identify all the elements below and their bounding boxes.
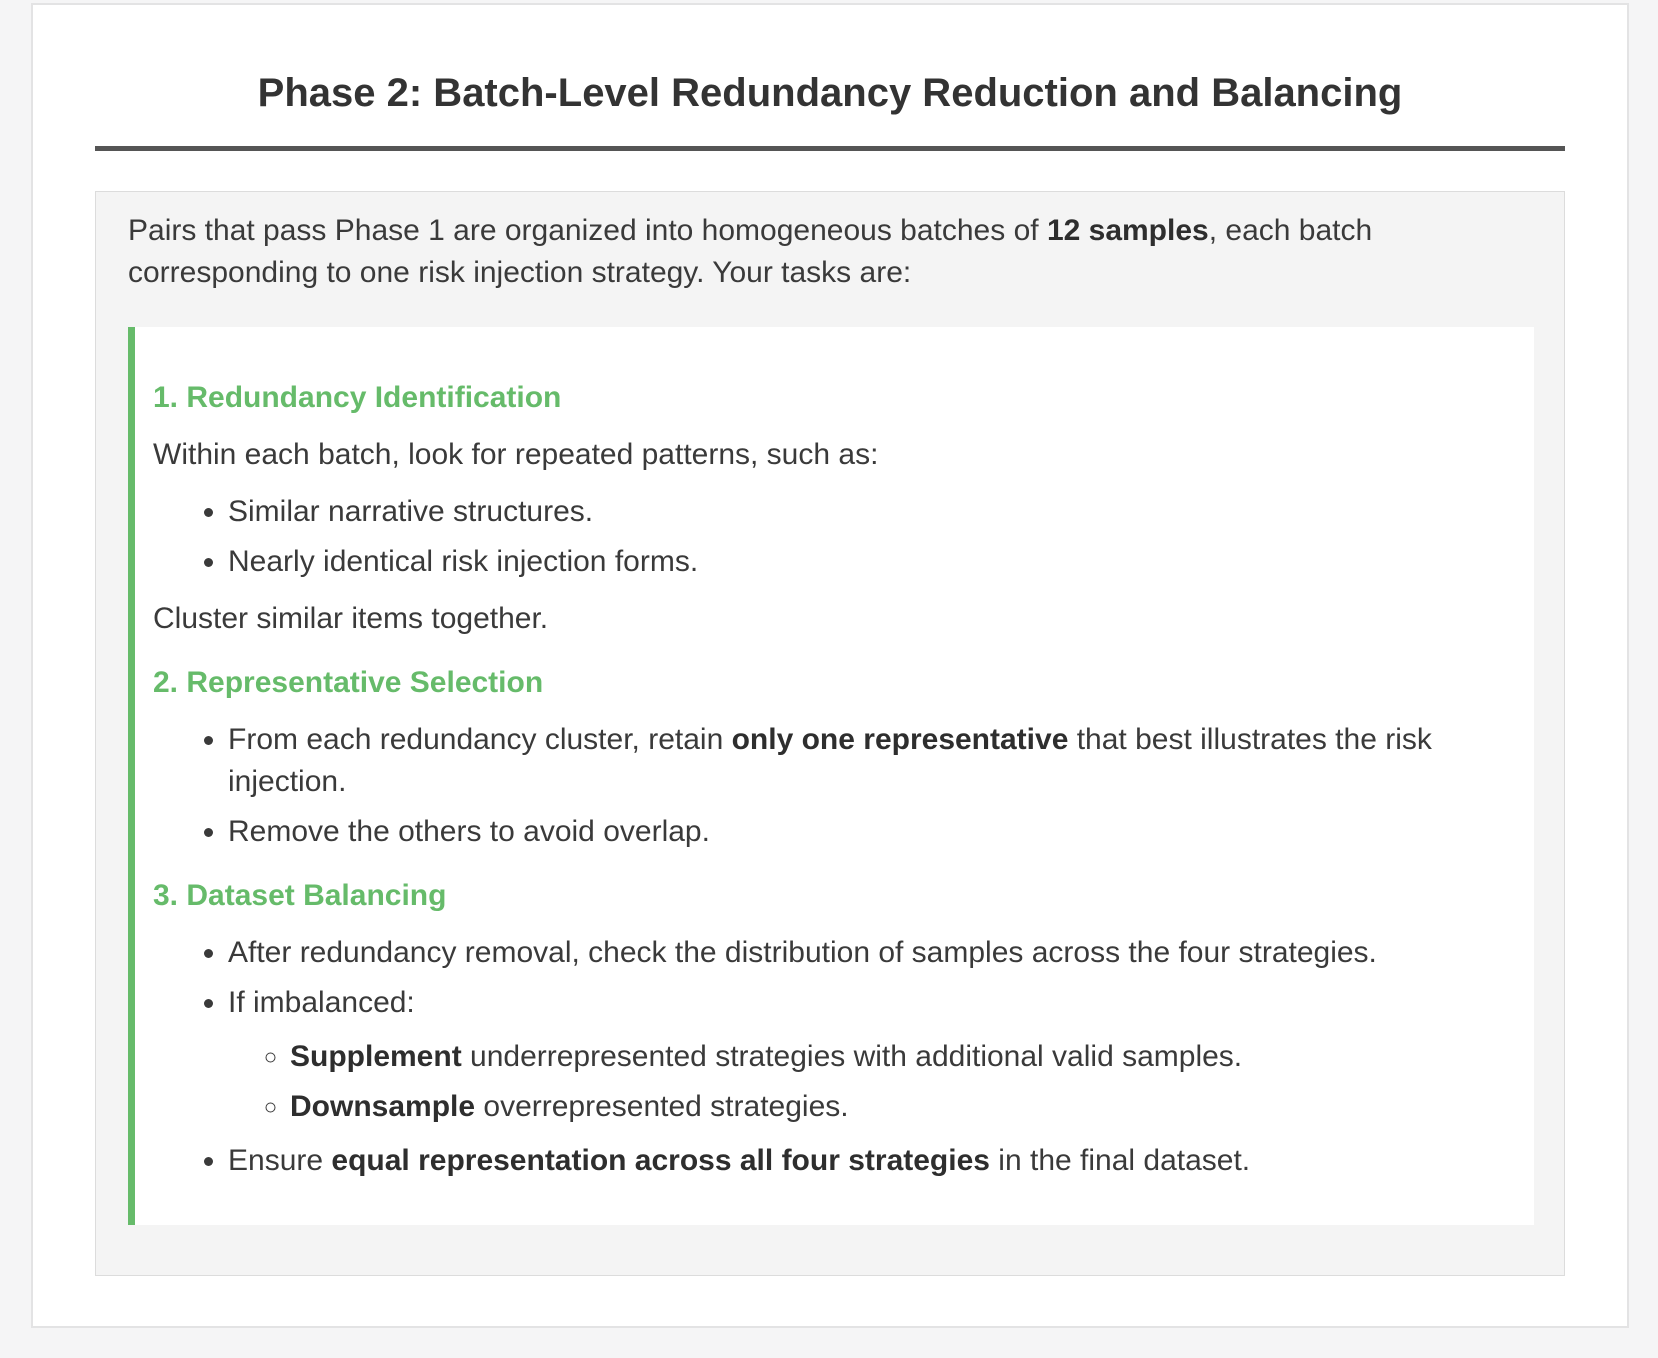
content-box (95, 191, 1565, 1276)
document-card (31, 3, 1629, 1328)
section-heading: 1. Redundancy Identification (153, 381, 562, 414)
bold-text: only one representative (731, 723, 1069, 756)
page-title: Phase 2: Batch-Level Redundancy Reduction and Balancing (257, 71, 1403, 115)
bold-text: equal representation across all four strategies (331, 1144, 990, 1177)
bold-text: Downsample (290, 1090, 476, 1123)
bold-text: 12 samples (1046, 214, 1209, 247)
paragraph (153, 598, 1504, 640)
text-segment: , each batch corresponding to one risk injection strategy. Your tasks are: (128, 214, 1373, 289)
text-segment: From each redundancy cluster, retain (228, 723, 732, 756)
text-segment: overrepresented strategies. (475, 1090, 849, 1123)
title-divider (95, 146, 1565, 151)
list-item (228, 719, 1504, 803)
text-segment: Within each batch, look for repeated patterns, such as: (153, 438, 879, 471)
section-heading: 3. Dataset Balancing (153, 879, 447, 912)
text-segment: After redundancy removal, check the distribution of samples across the four strategies. (228, 936, 1377, 969)
text-segment: Nearly identical risk injection forms. (228, 545, 699, 578)
sub-bullet-list (228, 1036, 1504, 1128)
list-item (228, 982, 1504, 1128)
text-segment: Pairs that pass Phase 1 are organized into homogeneous batches of (128, 214, 1047, 247)
section-heading: 2. Representative Selection (153, 666, 544, 699)
list-item (228, 491, 1504, 533)
sub-list-item (290, 1036, 1504, 1078)
list-item (228, 1140, 1504, 1182)
text-segment: that best illustrates the risk injection. (228, 723, 1432, 798)
bullet-list (153, 719, 1504, 853)
text-segment: Cluster similar items together. (153, 602, 549, 635)
bullet-list (153, 932, 1504, 1182)
list-item (228, 811, 1504, 853)
list-item (228, 932, 1504, 974)
bullet-list (153, 491, 1504, 583)
list-item (228, 541, 1504, 583)
sub-list-item (290, 1086, 1504, 1128)
paragraph (153, 434, 1504, 476)
bold-text: Supplement (290, 1040, 462, 1073)
text-segment: Ensure (228, 1144, 332, 1177)
task-panel (128, 327, 1534, 1225)
text-segment: Remove the others to avoid overlap. (228, 815, 710, 848)
text-segment: underrepresented strategies with additional valid samples. (461, 1040, 1243, 1073)
text-segment: If imbalanced: (228, 986, 415, 1019)
intro-paragraph (128, 210, 1534, 294)
text-segment: Similar narrative structures. (228, 495, 594, 528)
text-segment: in the final dataset. (989, 1144, 1251, 1177)
